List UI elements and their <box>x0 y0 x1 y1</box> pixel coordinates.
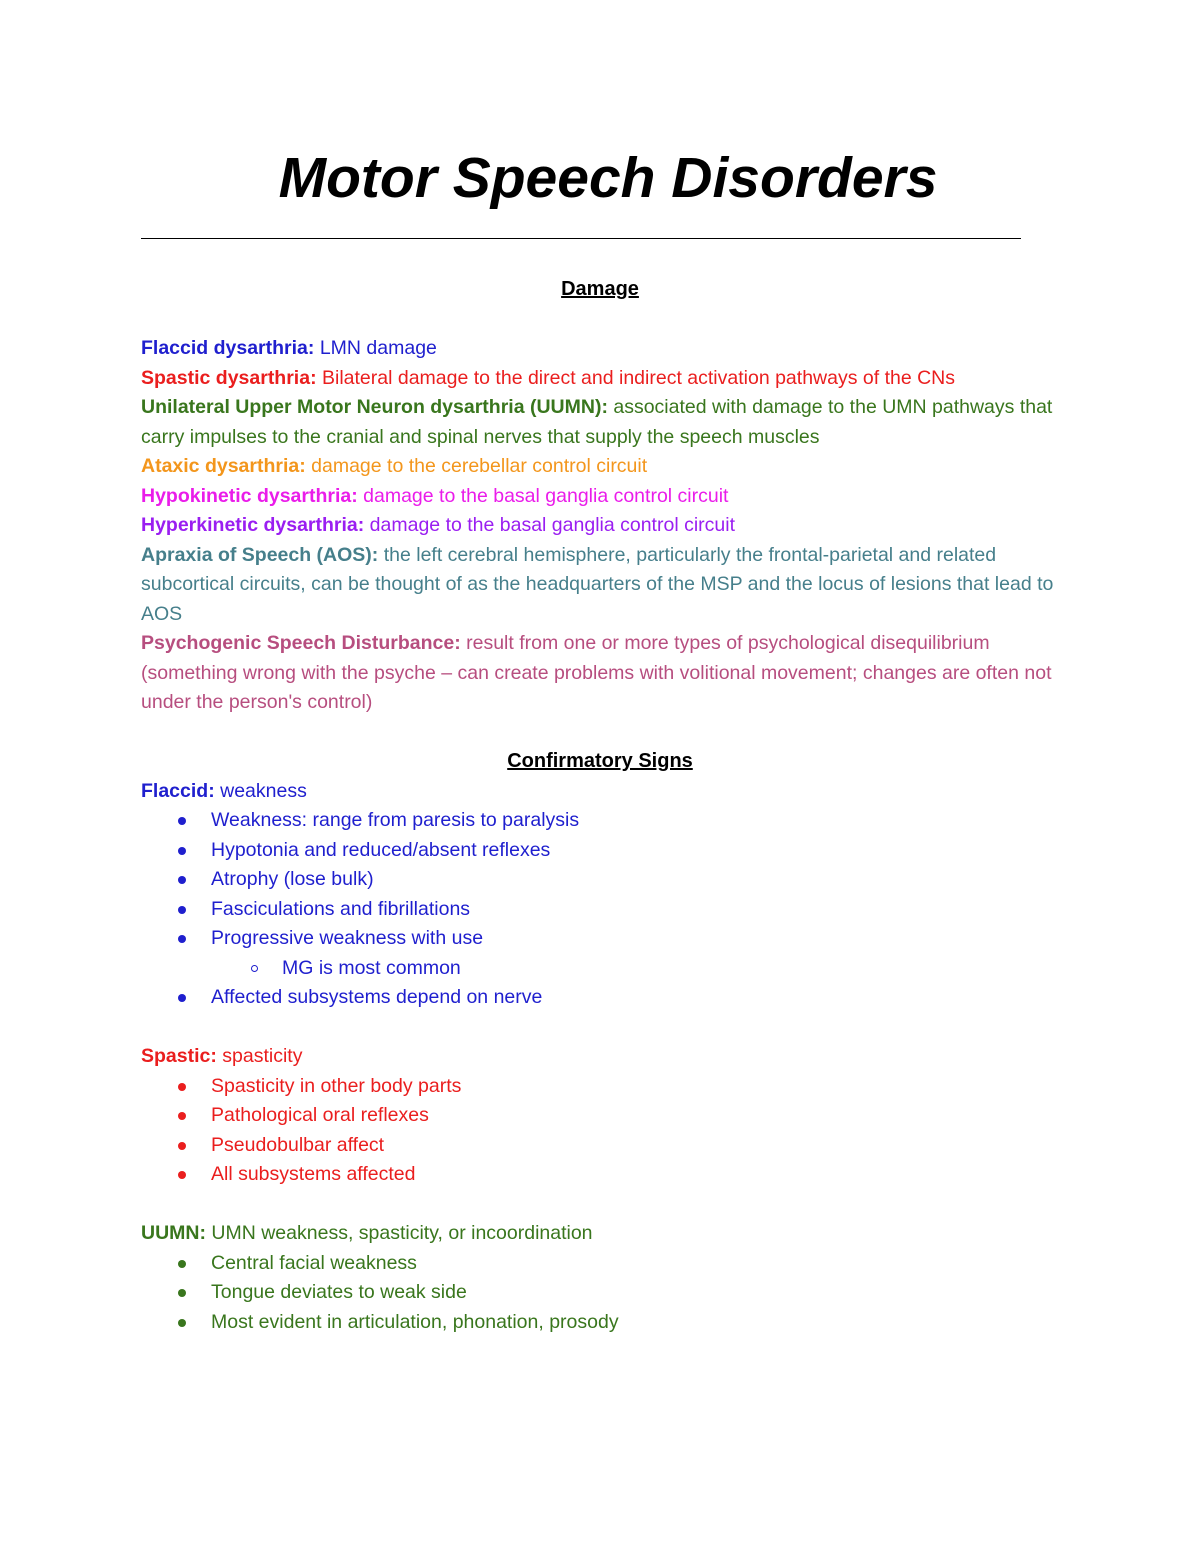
damage-aos <box>141 541 1061 630</box>
damage-ataxic-text: damage to the cerebellar control circuit <box>305 455 648 477</box>
confirm-flaccid-label: Flaccid: <box>141 779 215 802</box>
list-item-text: Pseudobulbar affect <box>211 1133 385 1156</box>
damage-uumn-label: Unilateral Upper Motor Neuron dysarthria (UUMN): <box>141 396 608 418</box>
confirm-uumn-text: UMN weakness, spasticity, or incoordination <box>205 1222 593 1244</box>
damage-hypokinetic <box>141 482 1061 512</box>
bullet-icon <box>178 1142 186 1150</box>
damage-aos-label: Apraxia of Speech (AOS): <box>141 543 379 566</box>
confirmatory-heading: Confirmatory Signs <box>507 750 693 772</box>
list-item-text: Progressive weakness with use <box>211 927 484 949</box>
list-item <box>141 1308 1061 1338</box>
list-item-text: Central facial weakness <box>211 1251 417 1274</box>
damage-psychogenic-text: result from one or more types of psychological disequilibrium (something wrong with the psyche – can create problems with volitional movement; changes are often not under the person's control) <box>141 632 1052 713</box>
bullet-icon <box>178 906 186 914</box>
damage-hyperkinetic-label: Hyperkinetic dysarthria: <box>141 514 365 536</box>
list-item-text: All subsystems affected <box>211 1163 416 1185</box>
list-item <box>141 1101 1061 1131</box>
damage-hypokinetic-label: Hypokinetic dysarthria: <box>141 484 358 507</box>
bullet-icon <box>178 935 186 943</box>
list-item-text: Pathological oral reflexes <box>211 1104 429 1126</box>
spacer <box>141 1013 1061 1043</box>
damage-hyperkinetic-text: damage to the basal ganglia control circuit <box>364 514 735 536</box>
confirm-flaccid-text: weakness <box>214 779 307 802</box>
bullet-icon <box>178 994 186 1002</box>
damage-hypokinetic-text: damage to the basal ganglia control circuit <box>357 484 729 507</box>
list-item <box>141 1249 1061 1279</box>
damage-aos-text: the left cerebral hemisphere, particularly the frontal-parietal and related subcortical circuits, can be thought of as the headquarters of the MSP and the locus of lesions that lead to AOS <box>141 543 1054 625</box>
spacer <box>141 1190 1061 1220</box>
bullet-icon <box>178 876 186 884</box>
list-item <box>141 836 1061 866</box>
sub-list-item-text: MG is most common <box>282 956 461 979</box>
bullet-icon <box>178 817 186 825</box>
list-item-text: Fasciculations and fibrillations <box>211 897 471 920</box>
list-item <box>141 806 1061 836</box>
list-item-text: Tongue deviates to weak side <box>211 1281 467 1303</box>
list-item-text: Atrophy (lose bulk) <box>211 868 374 890</box>
uumn-bullet-list <box>141 1249 1061 1338</box>
damage-ataxic-label: Ataxic dysarthria: <box>141 455 306 477</box>
confirm-spastic <box>141 1042 1061 1072</box>
damage-psychogenic-label: Psychogenic Speech Disturbance: <box>141 632 461 654</box>
damage-psychogenic <box>141 629 1061 718</box>
confirm-spastic-label: Spastic: <box>141 1045 217 1067</box>
damage-ataxic <box>141 452 1061 482</box>
bullet-icon <box>178 1260 186 1268</box>
damage-spastic-text: Bilateral damage to the direct and indirect activation pathways of the CNs <box>316 366 956 389</box>
list-item <box>141 895 1061 925</box>
damage-heading: Damage <box>561 278 639 300</box>
bullet-icon <box>178 1112 186 1120</box>
damage-uumn <box>141 393 1061 452</box>
damage-spastic <box>141 364 1061 394</box>
spastic-bullet-list <box>141 1072 1061 1190</box>
list-item <box>141 1131 1061 1161</box>
damage-spastic-label: Spastic dysarthria: <box>141 366 317 389</box>
confirm-flaccid <box>141 777 1061 807</box>
bullet-icon <box>178 1083 186 1091</box>
damage-uumn-text: associated with damage to the UMN pathways that carry impulses to the cranial and spinal nerves that supply the speech muscles <box>141 396 1053 448</box>
bullet-icon <box>178 847 186 855</box>
bullet-icon <box>178 1171 186 1179</box>
list-item <box>141 1278 1061 1308</box>
spacer <box>141 305 1061 335</box>
damage-flaccid <box>141 334 1061 364</box>
list-item <box>141 865 1061 895</box>
hollow-bullet-icon <box>251 965 258 972</box>
confirm-uumn <box>141 1219 1061 1249</box>
list-item <box>141 983 1061 1013</box>
document-title: Motor Speech Disorders <box>278 146 938 210</box>
list-item <box>141 1072 1061 1102</box>
spacer <box>141 718 1061 748</box>
list-item-text: Weakness: range from paresis to paralysis <box>211 809 580 831</box>
list-item-text: Most evident in articulation, phonation, prosody <box>211 1310 619 1333</box>
bullet-icon <box>178 1289 186 1297</box>
confirm-spastic-text: spasticity <box>216 1045 303 1067</box>
document-body <box>141 275 1061 1337</box>
bullet-icon <box>178 1319 186 1327</box>
sub-list-item <box>141 954 1061 984</box>
confirm-uumn-label: UUMN: <box>141 1222 206 1244</box>
flaccid-bullet-list <box>141 806 1061 1013</box>
list-item <box>141 1160 1061 1190</box>
damage-hyperkinetic <box>141 511 1061 541</box>
list-item <box>141 924 1061 954</box>
list-item-text: Affected subsystems depend on nerve <box>211 986 543 1008</box>
list-item-text: Hypotonia and reduced/absent reflexes <box>211 838 551 861</box>
list-item-text: Spasticity in other body parts <box>211 1074 462 1097</box>
title-divider <box>141 238 1021 239</box>
damage-flaccid-text: LMN damage <box>314 337 437 359</box>
damage-flaccid-label: Flaccid dysarthria: <box>141 337 315 359</box>
